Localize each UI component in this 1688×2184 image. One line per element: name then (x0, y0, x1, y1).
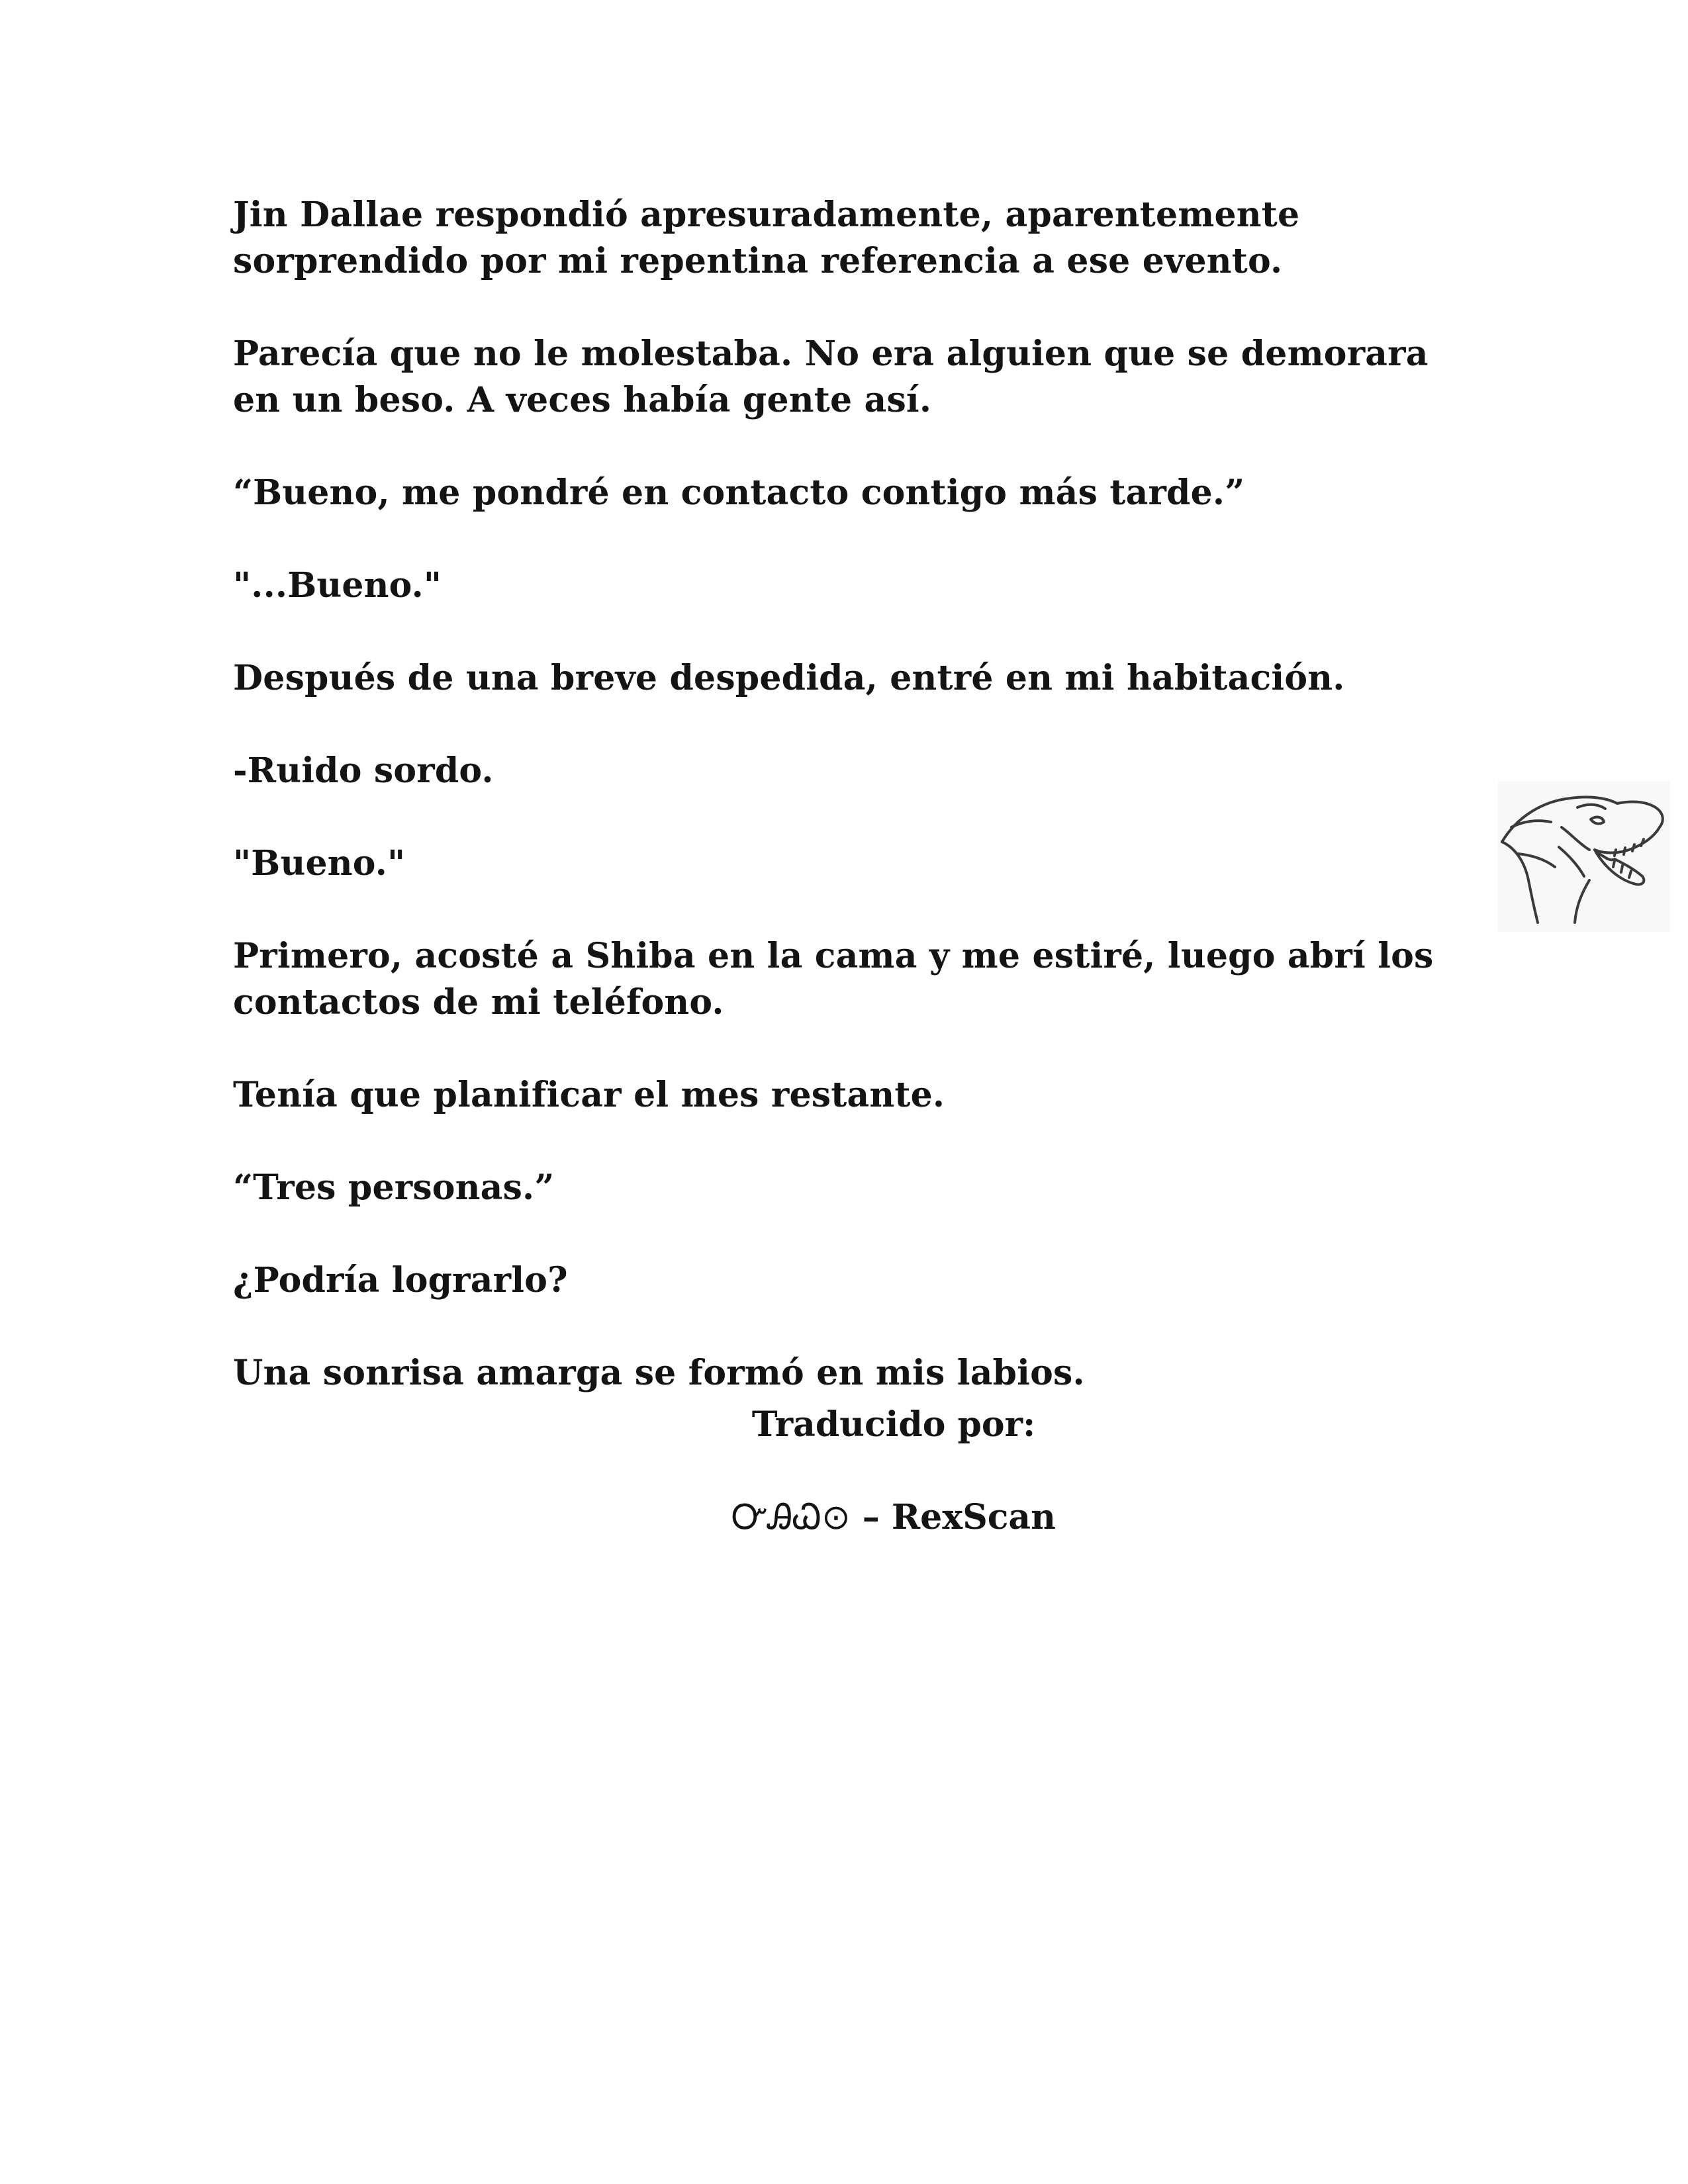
trex-head-icon (1498, 781, 1670, 932)
translation-credits (0, 1402, 1688, 1541)
paragraph: Jin Dallae respondió apresuradamente, aparentemente sorprendido por mi repentina referencia a ese evento. (233, 195, 1300, 281)
paragraph: "...Bueno." (233, 565, 442, 606)
story-text (233, 192, 1491, 1396)
paragraph: “Bueno, me pondré en contacto contigo más tarde.” (233, 473, 1245, 513)
scan-group-name: RexScan (891, 1497, 1056, 1537)
paragraph: Tenía que planificar el mes restante. (233, 1075, 945, 1115)
paragraph: "Bueno." (233, 843, 406, 884)
credits-separator: – (850, 1497, 892, 1537)
paragraph: Después de una breve despedida, entré en mi habitación. (233, 658, 1345, 698)
paragraph: -Ruido sordo. (233, 751, 494, 791)
paragraph: Primero, acosté a Shiba en la cama y me estiré, luego abrí los contactos de mi teléfono. (233, 936, 1434, 1023)
credits-label: Traducido por: (751, 1404, 1036, 1445)
paragraph: ¿Podría lograrlo? (233, 1260, 568, 1300)
paragraph: “Tres personas.” (233, 1167, 555, 1208)
paragraph: Una sonrisa amarga se formó en mis labios. (233, 1353, 1085, 1393)
translator-name: ᏅᎯᏇ⊙ (731, 1498, 851, 1537)
paragraph: Parecía que no le molestaba. No era alguien que se demorara en un beso. A veces había gente así. (233, 334, 1429, 420)
credits-names (0, 1494, 1688, 1541)
